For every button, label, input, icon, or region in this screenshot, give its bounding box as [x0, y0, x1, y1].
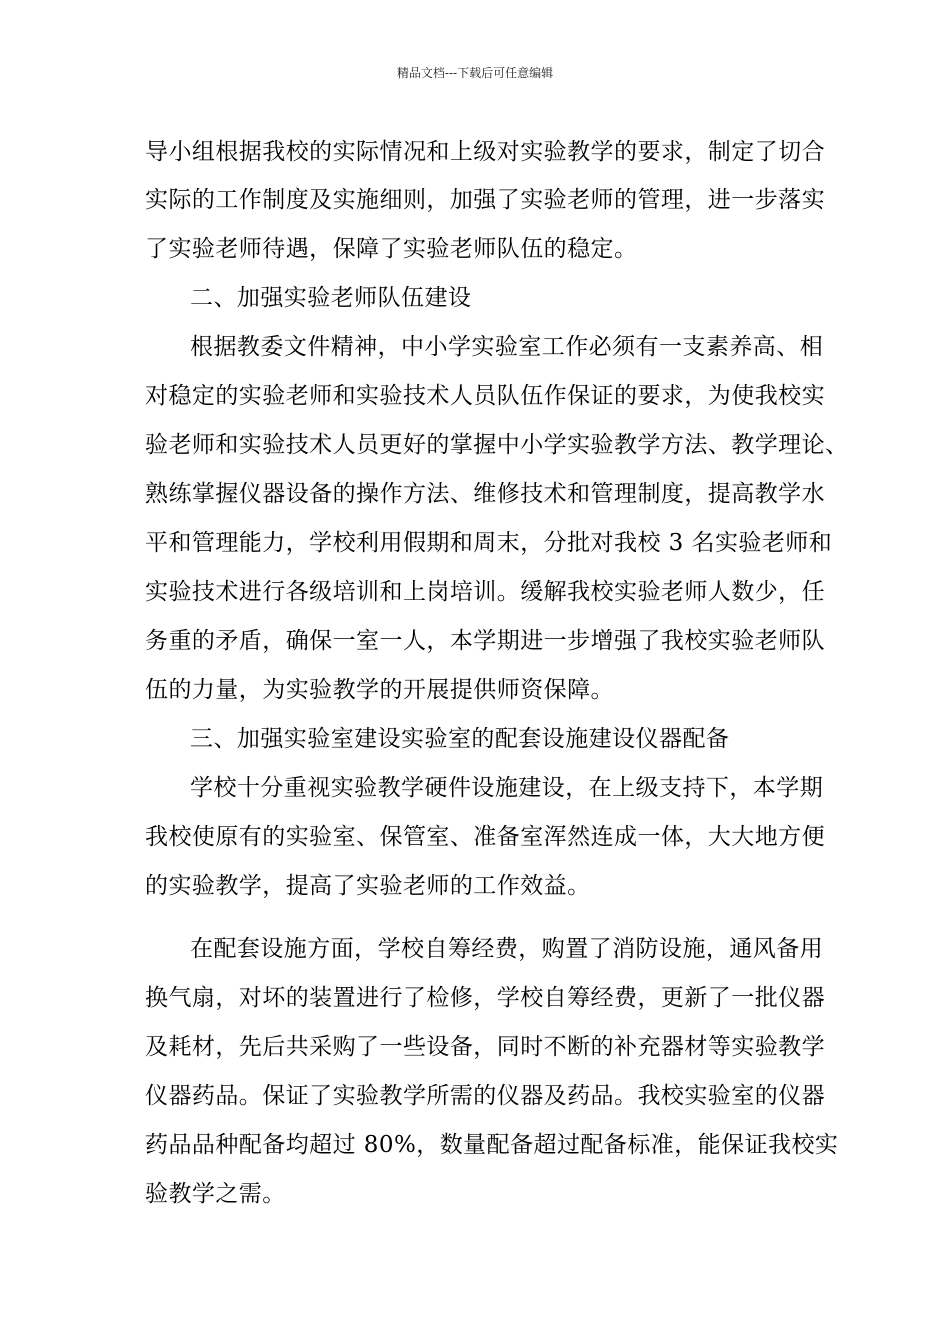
- paragraph-3-line-1: 学校十分重视实验教学硬件设施建设，在上级支持下，本学期: [190, 775, 824, 801]
- paragraph-1-line-3: 了实验老师待遇，保障了实验老师队伍的稳定。: [145, 236, 638, 262]
- paragraph-4-line-5: 药品品种配备均超过 80%，数量配备超过配备标准，能保证我校实: [145, 1132, 839, 1158]
- paragraph-2-line-7: 务重的矛盾，确保一室一人，本学期进一步增强了我校实验老师队: [145, 628, 826, 654]
- paragraph-4-line-4: 仪器药品。保证了实验教学所需的仪器及药品。我校实验室的仪器: [145, 1083, 826, 1109]
- paragraph-2-line-1: 根据教委文件精神，中小学实验室工作必须有一支素养高、相: [190, 334, 824, 360]
- paragraph-2-line-8: 伍的力量，为实验教学的开展提供师资保障。: [145, 677, 614, 703]
- paragraph-3-line-3: 的实验教学，提高了实验老师的工作效益。: [145, 873, 591, 899]
- paragraph-2-line-4: 熟练掌握仪器设备的操作方法、维修技术和管理制度，提高教学水: [145, 481, 826, 507]
- paragraph-1-line-1: 导小组根据我校的实际情况和上级对实验教学的要求，制定了切合: [145, 139, 826, 165]
- page-header: 精品文档---下载后可任意编辑: [396, 66, 554, 80]
- paragraph-4-line-6: 验教学之需。: [145, 1181, 286, 1207]
- paragraph-1-line-2: 实际的工作制度及实施细则，加强了实验老师的管理，进一步落实: [145, 187, 826, 213]
- paragraph-3-line-2: 我校使原有的实验室、保管室、准备室浑然连成一体，大大地方便: [145, 824, 826, 850]
- paragraph-2-line-5: 平和管理能力，学校利用假期和周末，分批对我校 3 名实验老师和: [145, 530, 833, 556]
- section-heading-2: 二、加强实验老师队伍建设: [190, 285, 472, 311]
- paragraph-4-line-2: 换气扇，对坏的装置进行了检修，学校自筹经费，更新了一批仪器: [145, 985, 826, 1011]
- paragraph-2-line-6: 实验技术进行各级培训和上岗培训。缓解我校实验老师人数少，任: [145, 579, 826, 605]
- paragraph-4-line-1: 在配套设施方面，学校自筹经费，购置了消防设施，通风备用: [190, 936, 824, 962]
- paragraph-2-line-3: 验老师和实验技术人员更好的掌握中小学实验教学方法、教学理论、: [145, 432, 849, 458]
- paragraph-4-line-3: 及耗材，先后共采购了一些设备，同时不断的补充器材等实验教学: [145, 1034, 826, 1060]
- paragraph-2-line-2: 对稳定的实验老师和实验技术人员队伍作保证的要求，为使我校实: [145, 383, 826, 409]
- section-heading-3: 三、加强实验室建设实验室的配套设施建设仪器配备: [190, 726, 730, 752]
